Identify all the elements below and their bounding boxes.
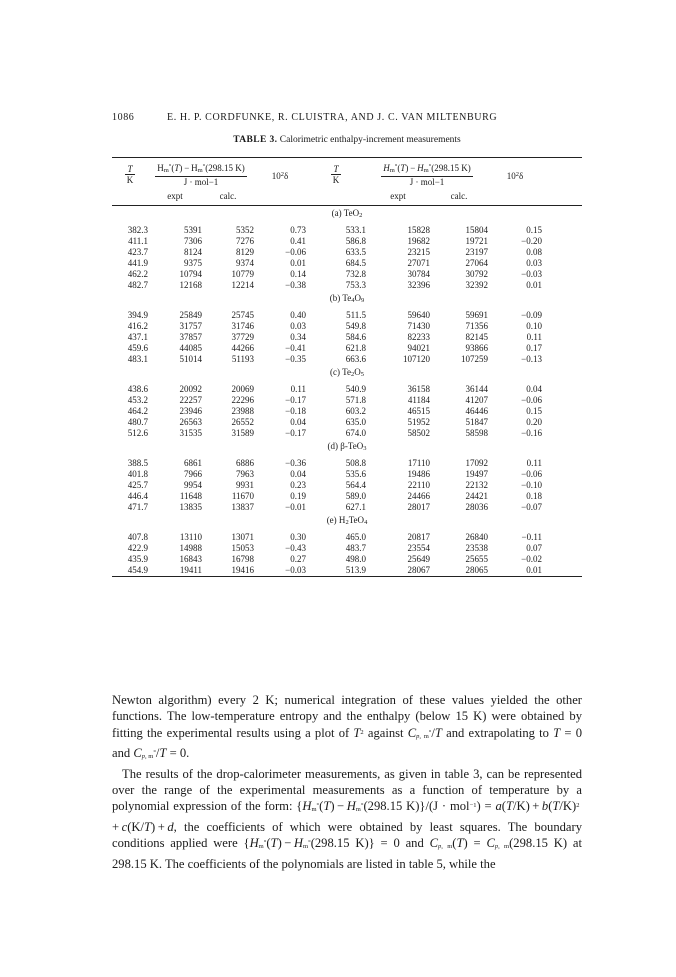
table-row [112, 469, 582, 480]
body-text [112, 692, 582, 872]
table-cell: 24421 [465, 491, 488, 501]
table-cell: 31757 [179, 321, 202, 331]
table-cell: 82233 [407, 332, 430, 342]
table-cell: 26552 [231, 417, 254, 427]
table-cell: 30784 [407, 269, 430, 279]
table-cell: 0.40 [290, 310, 306, 320]
table-cell: 23946 [179, 406, 202, 416]
table-cell: 22257 [179, 395, 202, 405]
table-cell: 71356 [465, 321, 488, 331]
table-cell: 25849 [179, 310, 202, 320]
table-cell: 26563 [179, 417, 202, 427]
header-delta-left: $10^2\delta$ [254, 158, 306, 189]
table-row [112, 384, 582, 395]
table-cell: 0.27 [290, 554, 306, 564]
table-cell: 25655 [465, 554, 488, 564]
table-cell: −0.09 [521, 310, 542, 320]
table-row [112, 310, 582, 321]
table-caption-label: TABLE 3. [233, 135, 278, 145]
table-cell: 11670 [231, 491, 254, 501]
table-cell: 19411 [148, 565, 202, 577]
table-cell: 9931 [236, 480, 254, 490]
table-cell: 51014 [179, 354, 202, 364]
table-cell: −0.16 [521, 428, 542, 438]
table-cell: 31535 [179, 428, 202, 438]
table-cell: 26840 [465, 532, 488, 542]
table-cell: −0.36 [285, 458, 306, 468]
section-row [112, 291, 582, 307]
table-cell: 6861 [184, 458, 202, 468]
table-cell: 22132 [465, 480, 488, 490]
table-cell: −0.06 [285, 247, 306, 257]
table-cell: 753.3 [345, 280, 366, 290]
table-row [112, 332, 582, 343]
table-cell: 28067 [366, 565, 430, 577]
table-cell: 603.2 [345, 406, 366, 416]
table-cell: −0.35 [285, 354, 306, 364]
table-cell: 30792 [465, 269, 488, 279]
table-cell: 480.7 [127, 417, 148, 427]
table-cell: 564.4 [345, 480, 366, 490]
table-cell: 540.9 [345, 384, 366, 394]
table-cell: 13110 [179, 532, 202, 542]
table-cell: 584.6 [345, 332, 366, 342]
table-cell: 401.8 [127, 469, 148, 479]
section-label: (e) $H_2TeO_4$ [326, 515, 368, 526]
table-cell: 59640 [407, 310, 430, 320]
table-cell: −0.06 [521, 395, 542, 405]
table-cell: 15053 [231, 543, 254, 553]
table-cell: 7966 [184, 469, 202, 479]
table-cell: 51193 [231, 354, 254, 364]
table-cell: 0.03 [526, 258, 542, 268]
data-table [112, 157, 582, 577]
table-cell: 93866 [465, 343, 488, 353]
table-cell: 425.7 [127, 480, 148, 490]
table-cell: 44266 [231, 343, 254, 353]
table-cell: 423.7 [127, 247, 148, 257]
table-cell: 0.41 [290, 236, 306, 246]
table-cell: 498.0 [345, 554, 366, 564]
table-cell: 13837 [231, 502, 254, 512]
section-label: (b) $Te_4O_9$ [329, 293, 365, 304]
table-cell: 31746 [231, 321, 254, 331]
table-cell: 41207 [465, 395, 488, 405]
table-cell: 0.23 [290, 480, 306, 490]
table-cell: 462.2 [127, 269, 148, 279]
table-row [112, 343, 582, 354]
table-cell: 51952 [407, 417, 430, 427]
table-cell: 0.73 [290, 225, 306, 235]
table-cell: 16798 [231, 554, 254, 564]
table-cell: −0.03 [521, 269, 542, 279]
table-cell: 23538 [465, 543, 488, 553]
table-cell: 411.1 [128, 236, 148, 246]
table-cell: 0.10 [526, 321, 542, 331]
table-cell: 482.7 [127, 280, 148, 290]
table-cell: 36144 [465, 384, 488, 394]
table-row [112, 258, 582, 269]
table-cell: −0.20 [521, 236, 542, 246]
section-row [112, 439, 582, 455]
table-cell: 12168 [179, 280, 202, 290]
table-cell: 24466 [407, 491, 430, 501]
table-cell: 586.8 [345, 236, 366, 246]
table-cell: 0.07 [526, 543, 542, 553]
table-cell: 674.0 [345, 428, 366, 438]
table-cell: 0.11 [290, 384, 306, 394]
section-row [112, 206, 582, 223]
section-row [112, 513, 582, 529]
table-cell: 16843 [179, 554, 202, 564]
header-enthalpy-left: $\frac{H_m^\circ(T) - H_m^\circ(298.15 K)}{\text{J · mol−1}}$ [148, 158, 254, 189]
header-expt-right: expt [366, 188, 430, 206]
table-cell: 5391 [184, 225, 202, 235]
table-cell: 627.1 [345, 502, 366, 512]
table-row [112, 458, 582, 469]
table-cell: −0.17 [285, 428, 306, 438]
page-number: 1086 [112, 112, 135, 123]
table-cell: 11648 [179, 491, 202, 501]
table-row [112, 428, 582, 439]
table-cell: 19497 [465, 469, 488, 479]
table-cell: 6886 [236, 458, 254, 468]
table-cell: 12214 [231, 280, 254, 290]
table-cell: 0.34 [290, 332, 306, 342]
table-cell: 20069 [231, 384, 254, 394]
table-row [112, 417, 582, 428]
table-cell: 13071 [231, 532, 254, 542]
header-enthalpy-right: $\frac{H_m^\circ(T) - H_m^\circ(298.15 K)}{\text{J · mol−1}}$ [366, 158, 488, 189]
table-cell: 441.9 [127, 258, 148, 268]
table-cell: −0.17 [285, 395, 306, 405]
table-cell: 438.6 [127, 384, 148, 394]
table-cell: 107120 [403, 354, 430, 364]
table-cell: 37729 [231, 332, 254, 342]
table-cell: 0.18 [526, 491, 542, 501]
header-expt-left: expt [148, 188, 202, 206]
table-cell: −0.02 [521, 554, 542, 564]
table-cell: −0.18 [285, 406, 306, 416]
table-cell: 635.0 [345, 417, 366, 427]
table-cell: 0.03 [290, 321, 306, 331]
table-caption [112, 135, 582, 145]
table-cell: 7963 [236, 469, 254, 479]
table-cell: 14988 [179, 543, 202, 553]
table-cell: 51847 [465, 417, 488, 427]
table-row [112, 406, 582, 417]
table-row [112, 269, 582, 280]
table-cell: 23197 [465, 247, 488, 257]
table-cell: 533.1 [345, 225, 366, 235]
table-cell: −0.03 [254, 565, 306, 577]
header-delta-right: $10^2\delta$ [488, 158, 542, 189]
table-cell: 0.15 [526, 406, 542, 416]
table-cell: 58598 [465, 428, 488, 438]
table-row [112, 554, 582, 565]
table-cell: 0.04 [526, 384, 542, 394]
table-cell: 621.8 [345, 343, 366, 353]
table-cell: 394.9 [127, 310, 148, 320]
table-row [112, 480, 582, 491]
table-cell: 511.5 [346, 310, 366, 320]
table-cell: 22110 [407, 480, 430, 490]
table-cell: 46515 [407, 406, 430, 416]
section-row [112, 365, 582, 381]
table-cell: 7306 [184, 236, 202, 246]
table-cell: 465.0 [345, 532, 366, 542]
table-cell: 19416 [202, 565, 254, 577]
table-caption-text: Calorimetric enthalpy-increment measurements [279, 135, 461, 145]
table-row [112, 321, 582, 332]
table-row [112, 543, 582, 554]
table-cell: 0.14 [290, 269, 306, 279]
table-cell: −0.43 [285, 543, 306, 553]
table-cell: 28017 [407, 502, 430, 512]
table-cell: 25745 [231, 310, 254, 320]
table-cell: 17092 [465, 458, 488, 468]
table-cell: 31589 [231, 428, 254, 438]
table-cell: 388.5 [127, 458, 148, 468]
table-cell: 10779 [231, 269, 254, 279]
table-cell: 15804 [465, 225, 488, 235]
table-cell: 663.6 [345, 354, 366, 364]
table-cell: 422.9 [127, 543, 148, 553]
table-cell: 71430 [407, 321, 430, 331]
section-label: (a) TeO$_2$ [331, 208, 363, 219]
table-cell: 37857 [179, 332, 202, 342]
table-cell: −0.13 [521, 354, 542, 364]
table-cell: 23988 [231, 406, 254, 416]
table-cell: 32396 [407, 280, 430, 290]
table-row [112, 502, 582, 513]
header-t-left: $\frac{T}{K}$ [112, 158, 148, 189]
table-cell: 459.6 [127, 343, 148, 353]
header-calc-left: calc. [202, 188, 254, 206]
table-cell: 5352 [236, 225, 254, 235]
table-cell: 407.8 [127, 532, 148, 542]
table-cell: 732.8 [345, 269, 366, 279]
table-row [112, 236, 582, 247]
table-cell: 25649 [407, 554, 430, 564]
table-cell: −0.10 [521, 480, 542, 490]
table-cell: 483.1 [127, 354, 148, 364]
table-row [112, 491, 582, 502]
table-cell: 7276 [236, 236, 254, 246]
table-cell: 41184 [407, 395, 430, 405]
table-cell: 82145 [465, 332, 488, 342]
table-cell: 44085 [179, 343, 202, 353]
section-label: (c) $Te_2O_5$ [330, 367, 364, 378]
table-cell: 0.20 [526, 417, 542, 427]
table-cell: 464.2 [127, 406, 148, 416]
table-cell: 437.1 [127, 332, 148, 342]
header-t-right: $\frac{T}{K}$ [306, 158, 366, 189]
table-cell: 46446 [465, 406, 488, 416]
table-cell: 19682 [407, 236, 430, 246]
table-cell: 15828 [407, 225, 430, 235]
table-cell: 512.6 [127, 428, 148, 438]
table-cell: 0.04 [290, 469, 306, 479]
table-cell: 23554 [407, 543, 430, 553]
table-cell: 20092 [179, 384, 202, 394]
table-cell: 8129 [236, 247, 254, 257]
table-cell: 8124 [184, 247, 202, 257]
table-cell: 27064 [465, 258, 488, 268]
table-cell: −0.07 [521, 502, 542, 512]
section-label: (d) β-TeO$_3$ [327, 441, 367, 452]
header-calc-right: calc. [430, 188, 488, 206]
table-cell: 28065 [430, 565, 488, 577]
table-cell: 9954 [184, 480, 202, 490]
table-cell: 36158 [407, 384, 430, 394]
table-cell: 59691 [465, 310, 488, 320]
table-cell: 23215 [407, 247, 430, 257]
table-cell: −0.38 [285, 280, 306, 290]
table-cell: 513.9 [306, 565, 366, 577]
table-cell: 0.30 [290, 532, 306, 542]
table-cell: 0.11 [526, 458, 542, 468]
table-cell: −0.41 [285, 343, 306, 353]
table-cell: 453.2 [127, 395, 148, 405]
table-cell: 0.15 [526, 225, 542, 235]
table-cell: 9375 [184, 258, 202, 268]
table-cell: 0.08 [526, 247, 542, 257]
table-cell: 0.01 [488, 565, 542, 577]
table-cell: 19486 [407, 469, 430, 479]
table-cell: 435.9 [127, 554, 148, 564]
table-cell: 535.6 [345, 469, 366, 479]
table-row [112, 354, 582, 365]
table-cell: 549.8 [345, 321, 366, 331]
enthalpy-table [112, 157, 582, 577]
table-row [112, 280, 582, 291]
table-cell: 382.3 [127, 225, 148, 235]
table-cell: −0.01 [285, 502, 306, 512]
table-cell: 471.7 [127, 502, 148, 512]
table-row [112, 395, 582, 406]
table-cell: 10794 [179, 269, 202, 279]
table-cell: 94021 [407, 343, 430, 353]
table-cell: 0.01 [290, 258, 306, 268]
table-cell: 684.5 [345, 258, 366, 268]
table-row [112, 532, 582, 543]
table-row [112, 565, 582, 577]
table-cell: 58502 [407, 428, 430, 438]
table-cell: 571.8 [345, 395, 366, 405]
table-cell: 454.9 [112, 565, 148, 577]
table-cell: 0.04 [290, 417, 306, 427]
table-cell: 19721 [465, 236, 488, 246]
table-cell: 27071 [407, 258, 430, 268]
table-cell: 0.17 [526, 343, 542, 353]
table-cell: 28036 [465, 502, 488, 512]
table-cell: 13835 [179, 502, 202, 512]
running-head-authors: E. H. P. CORDFUNKE, R. CLUISTRA, AND J. C. VAN MILTENBURG [167, 112, 498, 123]
table-cell: 0.11 [526, 332, 542, 342]
table-cell: 9374 [236, 258, 254, 268]
table-cell: 0.19 [290, 491, 306, 501]
table-cell: 589.0 [345, 491, 366, 501]
paragraph-1: Newton algorithm) every 2 K; numerical integration of these values yielded the other functions. The low-temperature entropy and the enthalpy (below 15 K) were obtained by fitting the experimental results using a plot of $T^2$ against $C_{p, m}^\circ/T$ and extrapolating to T = 0 and $C_{p, m}^\circ/T = 0$. [112, 693, 582, 761]
table-cell: 20817 [407, 532, 430, 542]
table-cell: −0.11 [521, 532, 542, 542]
table-cell: 446.4 [127, 491, 148, 501]
table-cell: 107259 [461, 354, 488, 364]
table-row [112, 225, 582, 236]
table-cell: 32392 [465, 280, 488, 290]
table-cell: 0.01 [526, 280, 542, 290]
table-cell: 483.7 [345, 543, 366, 553]
table-cell: 416.2 [127, 321, 148, 331]
table-cell: 17110 [407, 458, 430, 468]
paragraph-2: The results of the drop-calorimeter measurements, as given in table 3, can be represented over the range of the experimental measurements as a function of temperature by a polynomial expression of the form: {$H_m^\circ(T) - H_m^\circ(298.15$ $K)\}/(J \cdot mol^{-1}) = a(T/K) + b(T/K)^2 + c(K/T) + d$, the coefficients of which were obtained by least squares. The boundary conditions applied were {$H_m^\circ(T) - H_m^\circ(298.15$ K)} = 0 and $C_{p, m}(T) = C_{p, m}(298.15$ K) at 298.15 K. The coefficients of the polynomials are listed in table 5, while the [112, 766, 582, 871]
table-cell: −0.06 [521, 469, 542, 479]
table-cell: 22296 [231, 395, 254, 405]
table-cell: 508.8 [345, 458, 366, 468]
table-cell: 633.5 [345, 247, 366, 257]
table-row [112, 247, 582, 258]
